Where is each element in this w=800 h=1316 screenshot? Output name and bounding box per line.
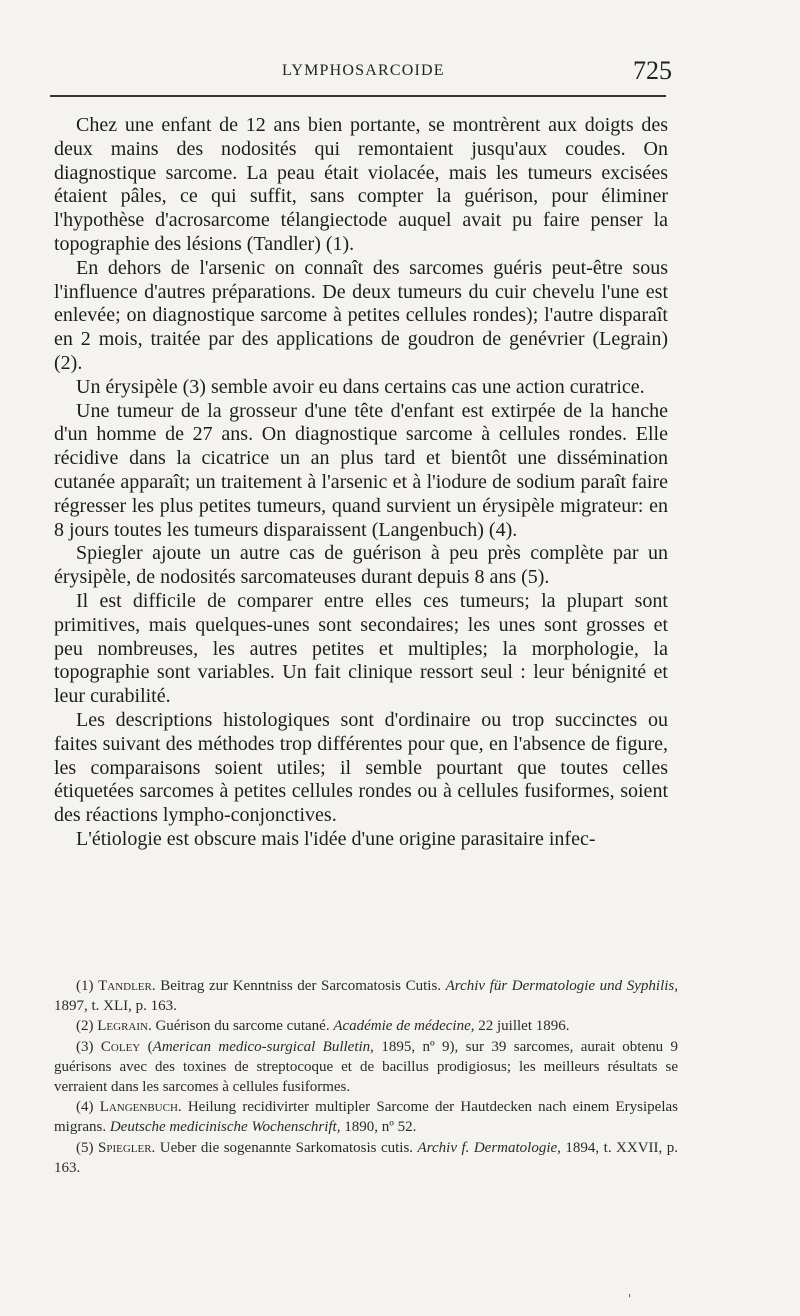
footnote-number: (1) <box>76 978 94 994</box>
page-number: 725 <box>633 56 672 85</box>
footnote-tail: 1897, t. XLI, p. 163. <box>54 998 177 1015</box>
running-title: LYMPHOSARCOIDE <box>282 62 445 79</box>
paragraph: L'étiologie est obscure mais l'idée d'une origine parasitaire infec- <box>76 827 596 850</box>
footnote-tail: 1890, nº 52. <box>340 1119 417 1136</box>
footnote-author: Tandler. <box>98 978 156 994</box>
footnote-text: ( <box>140 1038 153 1055</box>
footnote <box>54 1037 678 1098</box>
footnote-number: (2) <box>76 1018 94 1035</box>
paragraph: Chez une enfant de 12 ans bien portante, se montrèrent aux doigts des deux mains des nodosités qui remontaient jusqu'aux coudes. On diagnostique sarcome. La peau était violacée, mais les tumeurs excisées étaient pâles, ce qui suffit, sans compter la guérison, pour éliminer l'hypothèse d'acrosarcome télangiectode auquel avait pu faire penser la topographie des lésions (Tandler) (1). <box>54 114 668 255</box>
footnote-text: Ueber die sogenannte Sarkomatosis cutis. <box>155 1139 418 1156</box>
footnote-journal: Archiv f. Dermatologie, <box>417 1139 561 1156</box>
paragraph: Les descriptions histologiques sont d'ordinaire ou trop succinctes ou faites suivant des méthodes trop différentes pour que, en l'absence de figure, les comparaisons soient utiles; il semble pourtant que toutes celles étiquetées sarcomes à petites cellules rondes ou à cellules fusiformes, soient des réactions lympho-conjonctives. <box>54 708 668 827</box>
footnote-author: Spiegler. <box>97 1139 156 1156</box>
footnote-number: (5) <box>76 1139 94 1156</box>
stray-mark: ' <box>628 1292 632 1306</box>
footnote <box>54 1138 678 1178</box>
paragraph: Une tumeur de la grosseur d'une tête d'enfant est extirpée de la hanche d'un homme de 27 ans. On diagnostique sarcome à cellules rondes. Elle récidive dans la cicatrice un an plus tard et bientôt une dissémination cutanée apparaît; un traitement à l'arsenic et à l'iodure de sodium paraît faire régresser les plus petites tumeurs, quand survient un érysipèle migrateur: en 8 jours toutes les tumeurs disparaissent (Langenbuch) (4). <box>54 399 668 541</box>
footnote-journal: American medico-surgical Bulletin, <box>152 1038 374 1055</box>
footnote-author: Coley <box>100 1038 141 1055</box>
footnote-author: Langenbuch. <box>99 1099 182 1116</box>
footnote <box>54 1016 678 1036</box>
paragraph: Il est difficile de comparer entre elles ces tumeurs; la plupart sont primitives, mais quelques-unes sont secondaires; les unes sont grosses et peu nombreuses, les autres petites et multiples; la morphologie, la topographie sont variables. Un fait clinique ressort seul : leur bénignité et leur curabilité. <box>54 589 668 708</box>
paragraph: Un érysipèle (3) semble avoir eu dans certains cas une action curatrice. <box>76 375 645 398</box>
footnote-text: Guérison du sarcome cutané. <box>151 1018 334 1035</box>
footnote <box>54 1097 678 1137</box>
footnote-tail: 1894, t. XXVII, p. 163. <box>54 1139 679 1176</box>
footnotes <box>54 976 678 1178</box>
footnote-journal: Deutsche medicinische Wochenschrift, <box>109 1119 341 1136</box>
footnote-number: (4) <box>76 1099 94 1116</box>
footnote-journal: Académie de médecine, <box>333 1018 475 1035</box>
body-text <box>54 114 668 852</box>
page-header <box>50 56 672 88</box>
footnote-journal: Archiv für Dermatologie und Syphilis, <box>445 978 679 994</box>
footnote-tail: 1895, nº 9), sur 39 sarcomes, aurait obtenu 9 guérisons avec des toxines de streptocoque et de bacillus prodigiosus; les meilleurs résultats se verraient dans les sarcomes à cellules fusiformes. <box>54 1038 679 1096</box>
paragraph: En dehors de l'arsenic on connaît des sarcomes guéris peut-être sous l'influence d'autres préparations. De deux tumeurs du cuir chevelu l'une est enlevée; on diagnostique sarcome à petites cellules rondes); l'autre disparaît en 2 mois, traitée par des applications de goudron de genévrier (Legrain) (2). <box>54 256 668 374</box>
footnote-number: (3) <box>76 1038 94 1055</box>
footnote-tail: 22 juillet 1896. <box>474 1018 570 1035</box>
footnote <box>54 976 678 1016</box>
footnote-author: Legrain. <box>97 1018 152 1035</box>
paragraph: Spiegler ajoute un autre cas de guérison à peu près complète par un érysipèle, de nodosités sarcomateuses durant depuis 8 ans (5). <box>54 542 668 589</box>
footnote-text: Heilung recidivirter multipler Sarcome der Hautdecken nach einem Erysipelas migrans. <box>54 1099 678 1136</box>
header-rule <box>50 95 666 97</box>
footnote-text: Beitrag zur Kenntniss der Sarcomatosis Cutis. <box>155 978 446 994</box>
